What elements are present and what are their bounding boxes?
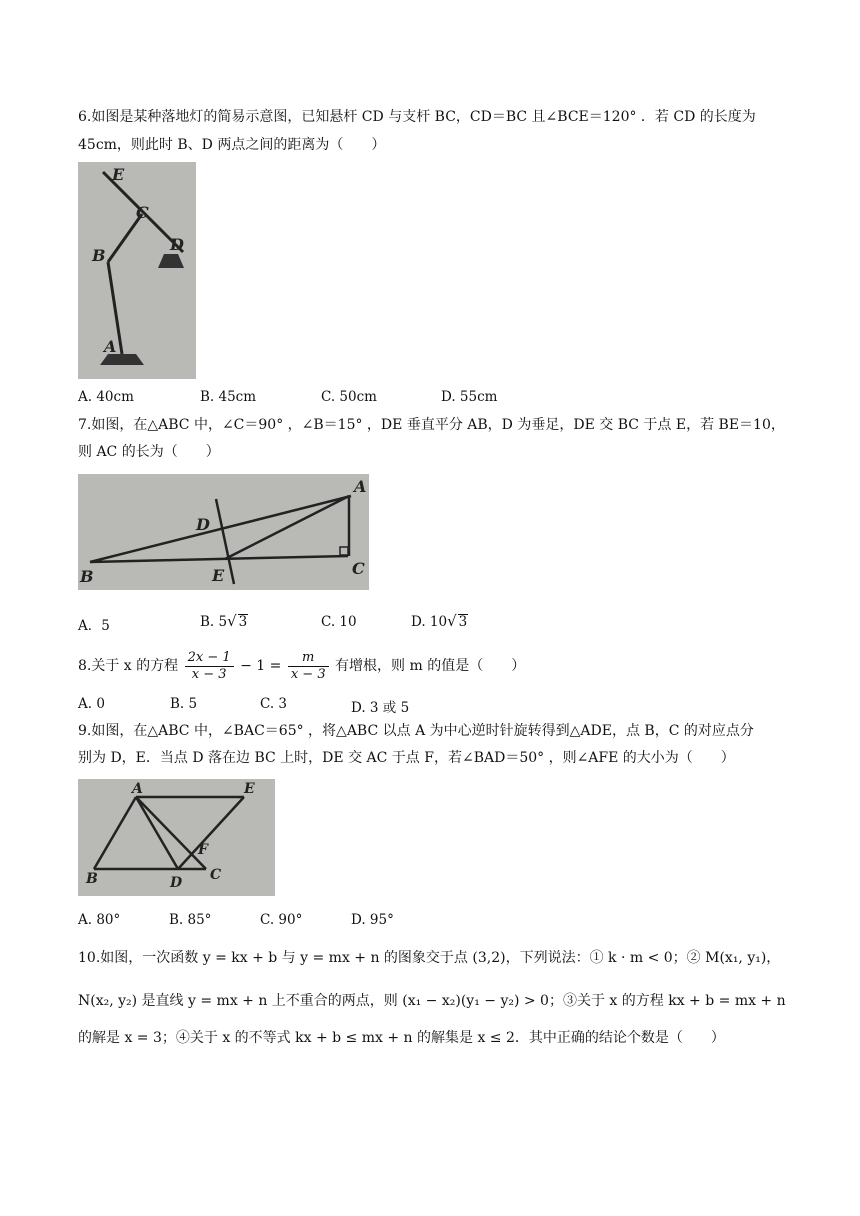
q7-option-d: D. 10√ 3 [411, 612, 468, 630]
q9-option-a: A. 80° [78, 912, 121, 928]
q6-label-B: B [92, 246, 106, 265]
q9-label-B: B [86, 871, 98, 887]
q7-option-b-radicand: 3 [238, 614, 248, 630]
q6-option-c: C. 50cm [321, 389, 377, 405]
q8-suffix: 有增根，则 m 的值是（ ） [335, 658, 526, 674]
q7-label-D: D [196, 515, 210, 534]
q9-label-E: E [244, 781, 255, 797]
q8-text [78, 648, 525, 684]
q8-option-c: C. 3 [260, 696, 288, 712]
q7-figure-triangle [78, 474, 369, 590]
q10-text-line1: 10.如图，一次函数 y = kx + b 与 y = mx + n 的图象交于点 (3,2)，下列说法：① k · m < 0；② M(x₁, y₁)， [78, 950, 781, 966]
q6-option-b: B. 45cm [200, 389, 257, 405]
q9-label-C: C [210, 867, 222, 883]
q7-text-line2: 则 AC 的长为（ ） [78, 444, 220, 460]
q9-option-b: B. 85° [169, 912, 212, 928]
q7-option-b-prefix: B. 5 [200, 614, 228, 630]
q8-option-d: D. 3 或 5 [351, 700, 410, 716]
q7-label-E: E [212, 566, 225, 585]
q8-fraction-2: $\frac{m}{x - 3}$ [288, 650, 329, 683]
q7-option-d-prefix: D. 10 [411, 614, 448, 630]
q6-label-A: A [104, 337, 117, 356]
q9-label-F: F [198, 842, 208, 858]
q7-option-d-radicand: 3 [458, 614, 468, 630]
q9-option-d: D. 95° [351, 912, 394, 928]
q9-label-D: D [170, 875, 183, 891]
q9-option-c: C. 90° [260, 912, 303, 928]
q8-middle: − 1 = [240, 658, 282, 674]
q7-text-line1: 7.如图，在△ABC 中，∠C＝90° ，∠B＝15° ，DE 垂直平分 AB，D 为垂足，DE 交 BC 于点 E，若 BE＝10， [78, 417, 785, 433]
q6-figure-lamp [78, 162, 196, 379]
q9-text-line1: 9.如图，在△ABC 中，∠BAC＝65° ，将△ABC 以点 A 为中心逆时针旋转得到△ADE，点 B，C 的对应点分 [78, 723, 754, 739]
q6-text-line1: 6.如图是某种落地灯的简易示意图，已知悬杆 CD 与支杆 BC，CD＝BC 且∠BCE＝120° ．若 CD 的长度为 [78, 109, 756, 125]
q6-label-D: D [170, 235, 184, 254]
q7-label-C: C [352, 559, 365, 578]
q8-option-b: B. 5 [170, 696, 198, 712]
q7-option-b: B. 5√ 3 [200, 612, 248, 630]
q8-fraction-1: $\frac{2x - 1}{x - 3}$ [185, 650, 234, 683]
q6-option-d: D. 55cm [441, 389, 498, 405]
q9-figure-rotation [78, 779, 275, 896]
q7-label-A: A [354, 477, 367, 496]
q6-text-line2: 45cm，则此时 B、D 两点之间的距离为（ ） [78, 137, 386, 153]
q8-prefix: 8.关于 x 的方程 [78, 658, 179, 674]
q6-label-E: E [112, 165, 125, 184]
q7-option-c: C. 10 [321, 614, 357, 630]
q10-text-line2: N(x₂, y₂) 是直线 y = mx + n 上不重合的两点，则 (x₁ − x₂)(y₁ − y₂) > 0；③关于 x 的方程 kx + b = mx + n [78, 993, 786, 1009]
q10-text-line3: 的解是 x = 3；④关于 x 的不等式 kx + b ≤ mx + n 的解集是 x ≤ 2．其中正确的结论个数是（ ） [78, 1030, 725, 1046]
q7-label-B: B [80, 567, 94, 586]
q7-option-a: A．5 [78, 618, 110, 634]
q6-option-a: A. 40cm [78, 389, 134, 405]
q8-option-a: A. 0 [78, 696, 105, 712]
q6-label-C: C [136, 203, 149, 222]
q9-label-A: A [132, 781, 143, 797]
q9-text-line2: 别为 D，E．当点 D 落在边 BC 上时，DE 交 AC 于点 F，若∠BAD＝50° ，则∠AFE 的大小为（ ） [78, 750, 735, 766]
